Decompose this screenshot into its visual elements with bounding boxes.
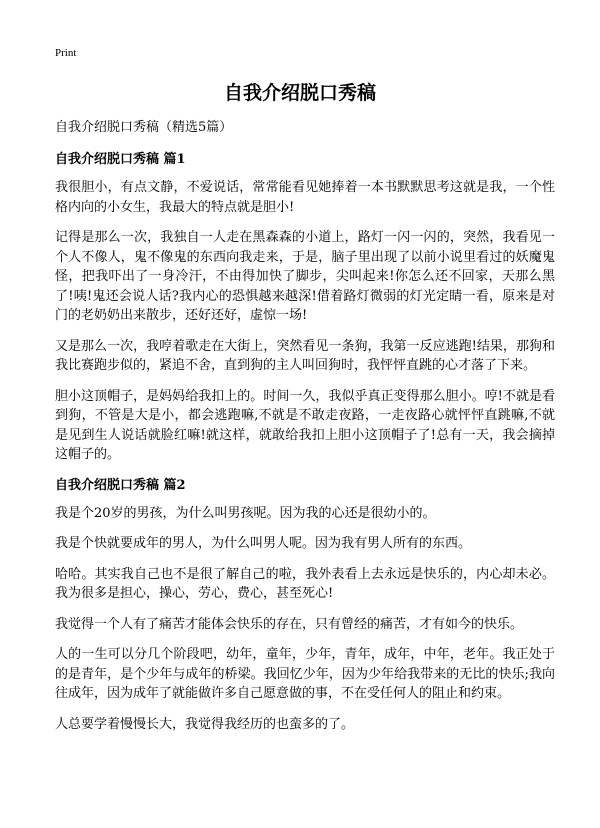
paragraph: 哈哈。其实我自己也不是很了解自己的啦，我外表看上去永远是快乐的，内心却未必。我为很多是担心，操心，劳心，费心，甚至死心!: [55, 566, 555, 601]
paragraph: 记得是那么一次，我独自一人走在黑森森的小道上，路灯一闪一闪的，突然，我看见一个人不像人，鬼不像鬼的东西向我走来，于是，脑子里出现了以前小说里看过的妖魔鬼怪，把我吓出了一身冷汗，不由得加快了脚步，尖叫起来!你怎么还不回家，天那么黑了!咦!鬼还会说人话?我内心的恐惧越来越深!借着路灯微弱的灯光定睛一看，原来是对门的老奶奶出来散步，还好还好，虚惊一场!: [55, 230, 555, 323]
paragraph: 又是那么一次，我哼着歌走在大街上，突然看见一条狗，我第一反应逃跑!结果，那狗和我比赛跑步似的，紧追不舍，直到狗的主人叫回狗时，我怦怦直跳的心才落了下来。: [55, 338, 555, 373]
paragraph: 人总要学着慢慢长大，我觉得我经历的也蛮多的了。: [55, 716, 355, 732]
paragraph: 人的一生可以分几个阶段吧，幼年，童年，少年，青年，成年，中年，老年。我正处于的是青年，是个少年与成年的桥梁。我回忆少年，因为少年给我带来的无比的快乐;我向往成年，因为成年了就能做许多自己愿意做的事，不在受任何人的阻止和约束。: [55, 647, 555, 701]
document-body: [55, 118, 555, 745]
section-heading: 自我介绍脱口秀稿 篇2: [55, 477, 186, 493]
document-subtitle: 自我介绍脱口秀稿（精选5篇）: [55, 120, 233, 135]
page-title: 自我介绍脱口秀稿: [223, 82, 376, 104]
print-link[interactable]: Print: [55, 47, 77, 59]
paragraph: 我是个快就要成年的男人，为什么叫男人呢。因为我有男人所有的东西。: [55, 536, 472, 551]
section-2: [55, 476, 555, 735]
paragraph: 我是个20岁的男孩，为什么叫男孩呢。因为我的心还是很幼小的。: [55, 505, 436, 521]
section-1: [55, 150, 555, 465]
section-heading: 自我介绍脱口秀稿 篇1: [55, 152, 186, 167]
paragraph: 我很胆小，有点文静，不爱说话，常常能看见她捧着一本书默默思考这就是我，一个性格内向的小女生，我最大的特点就是胆小!: [55, 180, 555, 215]
paragraph: 我觉得一个人有了痛苦才能体会快乐的存在，只有曾经的痛苦，才有如今的快乐。: [55, 616, 524, 632]
paragraph: 胆小这顶帽子，是妈妈给我扣上的。时间一久，我似乎真正变得那么胆小。哼!不就是看到狗，不管是大是小，都会逃跑嘛,不就是不敢走夜路，一走夜路心就怦怦直跳嘛,不就是见到生人说话就脸红嘛!就这样，就敢给我扣上胆小这顶帽子了!总有一天，我会摘掉这帽子的。: [55, 388, 555, 462]
